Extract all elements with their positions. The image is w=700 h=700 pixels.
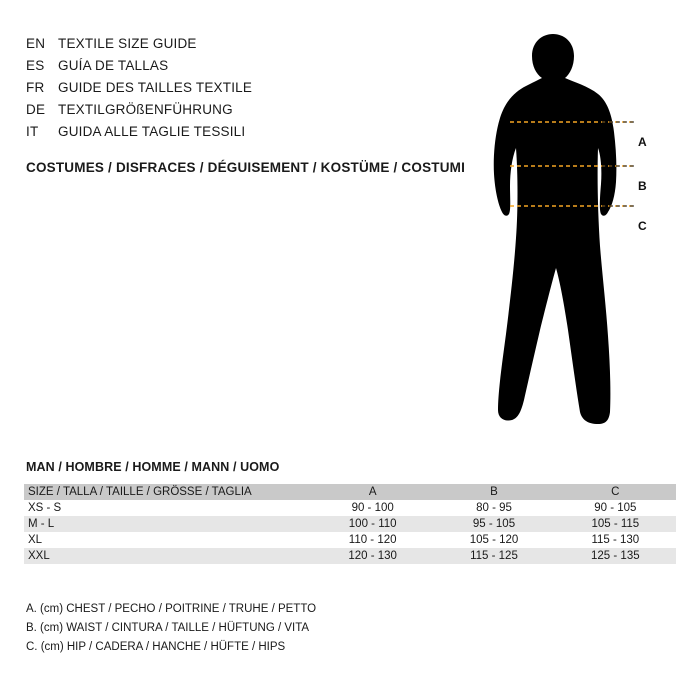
- language-title: TEXTILGRÖßENFÜHRUNG: [58, 102, 233, 117]
- language-code: EN: [26, 36, 46, 51]
- language-row: [26, 80, 466, 102]
- language-row: [26, 102, 466, 124]
- cell-size: M - L: [28, 518, 55, 530]
- measurement-guides: [470, 20, 680, 430]
- column-header-size: SIZE / TALLA / TAILLE / GRÖSSE / TAGLIA: [28, 486, 252, 498]
- cell-waist: 115 - 125: [470, 550, 518, 562]
- language-code: ES: [26, 58, 45, 73]
- legend-item-waist: B. (cm) WAIST / CINTURA / TAILLE / HÜFTUNG / VITA: [26, 622, 310, 634]
- cell-waist: 105 - 120: [469, 534, 519, 546]
- cell-chest: 120 - 130: [348, 550, 397, 562]
- column-header-c: C: [611, 486, 620, 498]
- language-title: GUIDA ALLE TAGLIE TESSILI: [58, 124, 246, 139]
- language-title: GUÍA DE TALLAS: [58, 58, 169, 73]
- cell-hip: 125 - 135: [591, 550, 640, 562]
- cell-chest: 90 - 100: [351, 502, 394, 514]
- cell-chest: 100 - 110: [348, 518, 397, 530]
- language-title: GUIDE DES TAILLES TEXTILE: [58, 80, 253, 95]
- table-title: MAN / HOMBRE / HOMME / MANN / UOMO: [26, 460, 280, 474]
- language-code: IT: [26, 124, 39, 139]
- language-list: [26, 36, 466, 146]
- measure-label-a: A: [638, 135, 647, 149]
- table-row: [24, 516, 676, 532]
- column-header-a: A: [368, 486, 377, 498]
- cell-size: XS - S: [28, 502, 62, 514]
- table-header-row: [24, 484, 676, 500]
- measure-label-c: C: [638, 219, 647, 233]
- cell-waist: 95 - 105: [472, 518, 516, 530]
- cell-size: XL: [28, 534, 43, 546]
- table-row: [24, 548, 676, 564]
- cell-waist: 80 - 95: [476, 502, 512, 514]
- language-row: [26, 124, 466, 146]
- language-code: DE: [26, 102, 46, 117]
- cell-hip: 90 - 105: [594, 502, 637, 514]
- cell-hip: 115 - 130: [591, 534, 640, 546]
- language-row: [26, 58, 466, 80]
- column-header-b: B: [490, 486, 498, 498]
- cell-chest: 110 - 120: [348, 534, 397, 546]
- legend-item-chest: A. (cm) CHEST / PECHO / POITRINE / TRUHE / PETTO: [26, 603, 317, 615]
- language-code: FR: [26, 80, 45, 95]
- legend: [26, 600, 316, 657]
- category-line: COSTUMES / DISFRACES / DÉGUISEMENT / KOSTÜME / COSTUMI: [26, 160, 466, 175]
- cell-hip: 105 - 115: [591, 518, 640, 530]
- table-row: [24, 532, 676, 548]
- measure-label-b: B: [638, 179, 647, 193]
- size-table: [24, 484, 676, 564]
- cell-size: XXL: [28, 550, 50, 562]
- table-row: [24, 500, 676, 516]
- legend-item-hip: C. (cm) HIP / CADERA / HANCHE / HÜFTE / HIPS: [26, 641, 286, 653]
- body-figure: [470, 20, 680, 430]
- language-title: TEXTILE SIZE GUIDE: [58, 36, 197, 51]
- language-row: [26, 36, 466, 58]
